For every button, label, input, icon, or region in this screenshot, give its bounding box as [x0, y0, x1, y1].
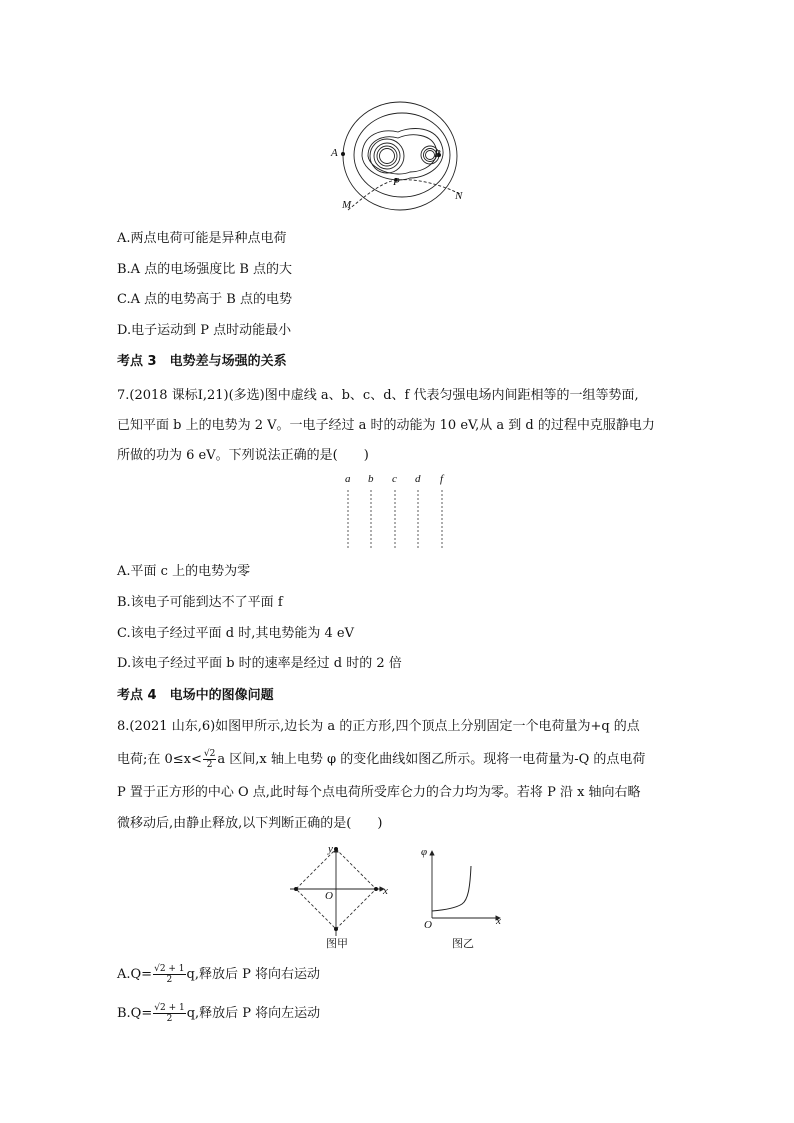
fraction-numerator: √2 + 1: [154, 1003, 185, 1013]
q8-line-2-pre: 电荷;在 0≤x<: [117, 752, 202, 767]
fig-jia-x-label: x: [383, 885, 388, 897]
q8-option-a-post: q,释放后 P 将向右运动: [186, 967, 320, 982]
plane-label-b: b: [368, 473, 374, 485]
fig-yi-x-label: x: [496, 915, 501, 927]
fraction: [153, 1003, 185, 1024]
q6-option-d: D.电子运动到 P 点时动能最小: [117, 323, 292, 338]
q7-option-b: B.该电子可能到达不了平面 f: [117, 595, 283, 610]
q7-option-d: D.该电子经过平面 b 时的速率是经过 d 时的 2 倍: [117, 656, 402, 671]
q8-line-1: 8.(2021 山东,6)如图甲所示,边长为 a 的正方形,四个顶点上分别固定一个电荷量为+q 的点: [117, 719, 640, 734]
plane-label-c: c: [392, 473, 397, 485]
q8-line-4: 微移动后,由静止释放,以下判断正确的是( ): [117, 816, 383, 831]
q8-option-a: [117, 964, 320, 985]
label-M: M: [342, 199, 352, 211]
q7-line-3: 所做的功为 6 eV。下列说法正确的是( ): [117, 448, 369, 463]
potential-curve-figure: [424, 848, 506, 923]
q6-option-b: B.A 点的电场强度比 B 点的大: [117, 262, 293, 277]
q6-option-c: C.A 点的电势高于 B 点的电势: [117, 292, 292, 307]
equipotential-planes-figure: [340, 488, 450, 552]
fraction: [203, 749, 216, 770]
fraction-denominator: 2: [166, 975, 173, 985]
plane-label-d: d: [415, 473, 421, 485]
fraction-denominator: 2: [166, 1014, 173, 1024]
square-charges-figure: [288, 844, 393, 939]
section-3-heading: 考点 3 电势差与场强的关系: [117, 354, 287, 369]
q7-line-1: 7.(2018 课标Ⅰ,21)(多选)图中虚线 a、b、c、d、f 代表匀强电场内间距相等的一组等势面,: [117, 388, 639, 403]
q8-line-3: P 置于正方形的中心 O 点,此时每个点电荷所受库仑力的合力均为零。若将 P 沿 x 轴向右略: [117, 785, 641, 800]
fig-jia-origin-label: O: [325, 890, 333, 902]
fig-yi-origin-label: O: [424, 919, 432, 931]
q7-option-a: A.平面 c 上的电势为零: [117, 564, 251, 579]
fraction-numerator: √2 + 1: [154, 964, 185, 974]
q7-option-c: C.该电子经过平面 d 时,其电势能为 4 eV: [117, 626, 354, 641]
fig-yi-phi-label: φ: [421, 846, 428, 858]
q8-option-a-pre: A.Q=: [117, 967, 153, 982]
plane-label-a: a: [345, 473, 351, 485]
q8-line-2: [117, 749, 645, 770]
fraction-denominator: 2: [206, 760, 213, 770]
label-A: A: [331, 147, 338, 159]
fig-jia-y-label: y: [328, 843, 333, 855]
fig-jia-caption: 图甲: [326, 937, 348, 950]
fraction: [153, 964, 185, 985]
q6-option-a: A.两点电荷可能是异种点电荷: [117, 231, 287, 246]
q8-option-b-pre: B.Q=: [117, 1006, 153, 1021]
label-B: B: [434, 148, 441, 160]
section-4-heading: 考点 4 电场中的图像问题: [117, 688, 274, 703]
q7-line-2: 已知平面 b 上的电势为 2 V。一电子经过 a 时的动能为 10 eV,从 a 到 d 的过程中克服静电力: [117, 418, 655, 433]
label-P: P: [393, 176, 400, 188]
q8-option-b-post: q,释放后 P 将向左运动: [186, 1006, 321, 1021]
fig-yi-caption: 图乙: [452, 937, 474, 950]
q8-option-b: [117, 1003, 320, 1024]
q8-line-2-post: a 区间,x 轴上电势 φ 的变化曲线如图乙所示。现将一电荷量为-Q 的点电荷: [217, 752, 646, 767]
plane-label-f: f: [440, 473, 444, 485]
fraction-numerator: √2: [203, 749, 216, 759]
label-N: N: [455, 190, 463, 202]
